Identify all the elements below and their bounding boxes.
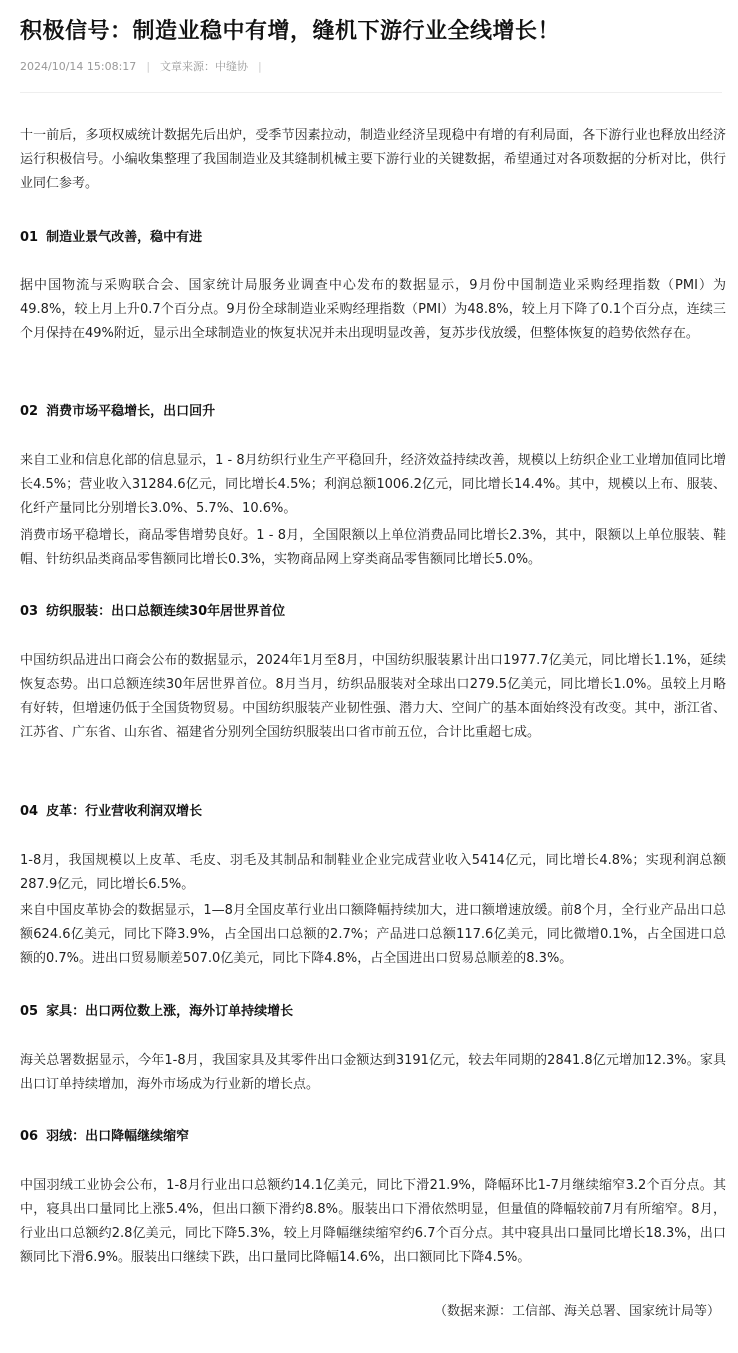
section-title: 家具：出口两位数上涨，海外订单持续增长: [46, 1004, 294, 1019]
data-source-note: （数据来源：工信部、海关总署、国家统计局等）: [433, 1304, 720, 1319]
section-title: 皮革：行业营收利润双增长: [46, 804, 203, 819]
section-03-paragraph-1: 中国纺织品进出口商会公布的数据显示，2024年1月至8月，中国纺织服装累计出口1977.7亿美元，同比增长1.1%，延续恢复态势。出口总额连续30年居世界首位。8月当月，纺织品服装对全球出口279.5亿美元，同比增长1.0%。虽较上月略有好转，但增速仍低于全国货物贸易。中国纺织服装产业韧性强、潜力大、空间广的基本面始终没有改变。其中，浙江省、江苏省、广东省、山东省、福建省分别列全国纺织服装出口省市前五位，合计比重超七成。: [20, 653, 726, 740]
section-number: 03: [20, 604, 39, 619]
section-05-paragraph-1: 海关总署数据显示，今年1-8月，我国家具及其零件出口金额达到3191亿元，较去年同期的2841.8亿元增加12.3%。家具出口订单持续增加，海外市场成为行业新的增长点。: [20, 1053, 726, 1092]
section-heading-01: [20, 228, 720, 248]
section-number: 01: [20, 230, 39, 245]
article-title: 积极信号：制造业稳中有增，缝机下游行业全线增长！: [20, 19, 561, 44]
publish-date: 2024/10/14 15:08:17: [20, 59, 137, 73]
section-06-paragraph-1: 中国羽绒工业协会公布，1-8月行业出口总额约14.1亿美元，同比下滑21.9%，降幅环比1-7月继续缩窄3.2个百分点。其中，寝具出口量同比上涨5.4%，但出口额下滑约8.8%。服装出口下滑依然明显，但量值的降幅较前7月有所缩窄。8月，行业出口总额约2.8亿美元，同比下降5.3%，较上月降幅继续缩窄约6.7个百分点。其中寝具出口量同比增长18.3%，出口额同比下滑6.9%。服装出口继续下跌，出口量同比降幅14.6%，出口额同比下降4.5%。: [20, 1178, 726, 1265]
header-divider: [20, 92, 722, 93]
section-number: 04: [20, 804, 39, 819]
intro-paragraph: 十一前后，多项权威统计数据先后出炉，受季节因素拉动，制造业经济呈现稳中有增的有利局面，各下游行业也释放出经济运行积极信号。小编收集整理了我国制造业及其缝制机械主要下游行业的关键数据，希望通过对各项数据的分析对比，供行业同仁参考。: [20, 128, 726, 191]
section-heading-03: [20, 602, 720, 622]
section-number: 05: [20, 1004, 39, 1019]
section-04-paragraph-1: 1-8月，我国规模以上皮革、毛皮、羽毛及其制品和制鞋业企业完成营业收入5414亿元，同比增长4.8%；实现利润总额287.9亿元，同比增长6.5%。: [20, 853, 726, 892]
section-number: 06: [20, 1129, 39, 1144]
meta-separator: |: [146, 59, 151, 73]
meta-separator: |: [258, 59, 262, 73]
section-title: 纺织服装：出口总额连续30年居世界首位: [46, 604, 286, 619]
article-meta: [20, 58, 272, 74]
section-02-paragraph-1: 来自工业和信息化部的信息显示，1 - 8月纺织行业生产平稳回升，经济效益持续改善，规模以上纺织企业工业增加值同比增长4.5%；营业收入31284.6亿元，同比增长4.5%；利润总额1006.2亿元，同比增长14.4%。其中，规模以上布、服装、化纤产量同比分别增长3.0%、5.7%、10.6%。: [20, 453, 726, 516]
section-04-paragraph-2: 来自中国皮革协会的数据显示，1—8月全国皮革行业出口额降幅持续加大，进口额增速放缓。前8个月，全行业产品出口总额624.6亿美元，同比下降3.9%，占全国出口总额的2.7%；产品进口总额117.6亿美元，同比微增0.1%，占全国进口总额的0.7%。进出口贸易顺差507.0亿美元，同比下降4.8%，占全国进出口贸易总顺差的8.3%。: [20, 903, 726, 966]
section-02-paragraph-2: 消费市场平稳增长，商品零售增势良好。1 - 8月，全国限额以上单位消费品同比增长2.3%，其中，限额以上单位服装、鞋帽、针纺织品类商品零售额同比增长0.3%，实物商品网上穿类商品零售额同比增长5.0%。: [20, 528, 726, 567]
section-title: 制造业景气改善，稳中有进: [46, 230, 203, 245]
section-heading-04: [20, 802, 720, 822]
section-01-paragraph-1: 据中国物流与采购联合会、国家统计局服务业调查中心发布的数据显示，9月份中国制造业采购经理指数（PMI）为49.8%，较上月上升0.7个百分点。9月份全球制造业采购经理指数（PMI）为48.8%，较上月下降了0.1个百分点，连续三个月保持在49%附近，显示出全球制造业的恢复状况并未出现明显改善，复苏步伐放缓，但整体恢复的趋势依然存在。: [20, 278, 726, 341]
section-heading-05: [20, 1002, 720, 1022]
article-source: 文章来源：中缝协: [160, 60, 249, 73]
section-heading-02: [20, 402, 720, 422]
section-title: 羽绒：出口降幅继续缩窄: [46, 1129, 190, 1144]
section-heading-06: [20, 1127, 720, 1147]
section-title: 消费市场平稳增长，出口回升: [46, 404, 216, 419]
section-number: 02: [20, 404, 39, 419]
